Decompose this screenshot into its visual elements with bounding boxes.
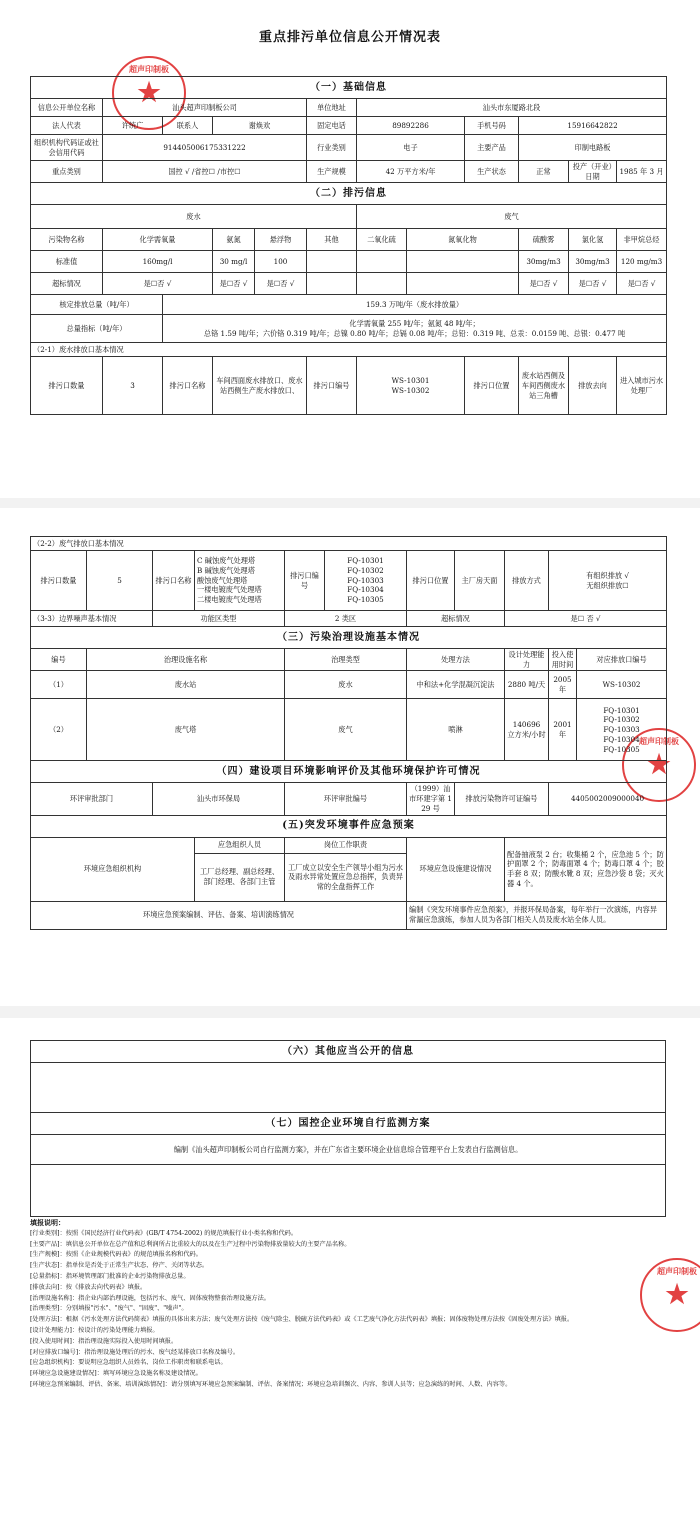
cell: 许统广 <box>103 117 163 135</box>
outlet-code: FQ-10301 <box>347 556 384 566</box>
cell: 1985 年 3 月 <box>617 161 667 183</box>
cell: 89892286 <box>357 117 465 135</box>
cell: WS-10302 <box>577 671 667 699</box>
cell: 5 <box>87 551 153 611</box>
page-3 <box>0 1018 700 1526</box>
note-line: [总量指标]：指环境管理部门批准的企业污染物排放总量。 <box>30 1272 190 1280</box>
cell: （1） <box>31 671 87 699</box>
section-7-title: （七）国控企业环境自行监测方案 <box>31 1113 666 1135</box>
cell: 30mg/m3 <box>519 251 569 273</box>
emission-mode: 无组织排放☐ <box>586 580 629 590</box>
note-line: [治理类型]：分别填报"污水"、"废气"、"固废"、"噪声"。 <box>30 1305 188 1313</box>
cell: 100 <box>255 251 307 273</box>
note-line: [环境应急设施建设情况]：填写环境应急设施名称及建设情况。 <box>30 1370 202 1378</box>
monitoring-plan-text: 编制《汕头超声印制板公司自行监测方案》，并在广东省主要环境企业信息综合管理平台上发表自行监测信息。 <box>31 1135 666 1165</box>
section-3-title: （三）污染治理设施基本情况 <box>31 627 667 649</box>
cell: 主厂房天面 <box>455 551 505 611</box>
cell: 环境应急组织机构 <box>31 837 195 901</box>
cell: （3-3）边界噪声基本情况 <box>31 611 153 627</box>
cell: 行业类别 <box>307 135 357 161</box>
cell: 单位地址 <box>307 99 357 117</box>
cell: 污染物名称 <box>31 229 103 251</box>
cell: 废水站 <box>87 671 285 699</box>
page-title: 重点排污单位信息公开情况表 <box>258 30 441 45</box>
quota-line-1: 化学需氧量 255 吨/年；氨氮 48 吨/年； <box>349 319 480 329</box>
cell: 生产状态 <box>465 161 519 183</box>
cell: 处理方法 <box>407 649 505 671</box>
note-line: [排放去向]：按《排放去向代码表》填报。 <box>30 1283 147 1291</box>
cell: 印制电路板 <box>519 135 667 161</box>
outlet-code: FQ-10304 <box>347 585 384 595</box>
cell: 废水 <box>31 205 357 229</box>
page-1 <box>0 0 700 498</box>
outlet-code: FQ-10301 <box>603 705 640 715</box>
section-1-title: （一）基础信息 <box>31 77 667 99</box>
cell: 废气塔 <box>87 699 285 761</box>
page-gap <box>0 1006 700 1018</box>
outlet-code: FQ-10303 <box>347 575 384 585</box>
capacity-unit: 立方米/小时 <box>507 729 546 739</box>
cell: 重点类别 <box>31 161 103 183</box>
seal-star-icon: ★ <box>665 1280 689 1310</box>
cell: 二氧化硫 <box>357 229 407 251</box>
cell: 固定电话 <box>307 117 357 135</box>
emission-mode: 有组织排放 √ <box>586 570 629 580</box>
section-7-body <box>31 1165 666 1217</box>
cell: 环评审批部门 <box>31 783 153 815</box>
cell: 谢焕欢 <box>213 117 307 135</box>
cell: 排污口数量 <box>31 357 103 415</box>
outlet-code: FQ-10305 <box>347 595 384 605</box>
cell: 工厂成立以安全生产领导小组为污水及雨水异常处置应急总指挥，负责异常的全盘指挥工作 <box>285 853 407 901</box>
outlet-code: WS-10302 <box>391 385 430 395</box>
cell: 排放去向 <box>569 357 617 415</box>
cell: 4405002009000040 <box>549 783 667 815</box>
cell: （1999）汕市环建字第 129 号 <box>407 783 455 815</box>
cell: 氨氮 <box>213 229 255 251</box>
cell <box>407 273 519 295</box>
cell: 排污口位置 <box>465 357 519 415</box>
emission-treatment-table <box>30 536 667 930</box>
cell: 车间西面废水排放口、废水站西侧生产废水排放口、 <box>213 357 307 415</box>
cell: 应急组织人员 <box>195 837 285 853</box>
cell: 正常 <box>519 161 569 183</box>
cell: 手机号码 <box>465 117 519 135</box>
cell: 投产（开业）日期 <box>569 161 617 183</box>
notes-list <box>30 1229 675 1391</box>
official-seal: 超声印制板 ★ <box>622 728 696 802</box>
cell: 15916642822 <box>519 117 667 135</box>
cell: 工厂总经理、副总经理、部门经理、各部门主管 <box>195 853 285 901</box>
cell: 对应排放口编号 <box>577 649 667 671</box>
outlet-code: FQ-10303 <box>603 725 640 735</box>
outlet-name: B 碱蚀废气处理塔 <box>197 565 255 575</box>
cell: 信息公开单位名称 <box>31 99 103 117</box>
note-line: [设计处理能力]：按设计的污染处理能力填报。 <box>30 1326 159 1334</box>
other-info-table <box>30 1040 666 1217</box>
cell: 42 万平方米/年 <box>357 161 465 183</box>
cell: 设计处理能力 <box>505 649 549 671</box>
outlet-code: FQ-10304 <box>603 734 640 744</box>
cell: 其他 <box>307 229 357 251</box>
cell: 环境应急预案编制、评估、备案、培训演练情况 <box>31 901 407 929</box>
note-line: [对应排放口编号]：指治理设施处理后的污水、废气经某排放口名称及编号。 <box>30 1348 240 1356</box>
cell: 主要产品 <box>465 135 519 161</box>
cell: 治理类型 <box>285 649 407 671</box>
section-6-body <box>31 1063 666 1113</box>
cell: 组织机构代码证或社会信用代码 <box>31 135 103 161</box>
section-4-title: （四）建设项目环境影响评价及其他环境保护许可情况 <box>31 761 667 783</box>
cell: 160mg/l <box>103 251 213 273</box>
note-line: [主要产品]：填信息公开单位在总产值和总利润所占比重较大的以及在生产过程中污染物排放量较大的主要产品名称。 <box>30 1240 351 1248</box>
quota-line-2: 总铬 1.59 吨/年；六价铬 0.319 吨/年；总镍 0.80 吨/年；总镉 0.08 吨/年；总铅：0.319 吨、总汞：0.0159 吨、总银：0.477 吨 <box>203 328 626 338</box>
cell: 国控 √ /省控☐ /市控☐ <box>103 161 307 183</box>
note-line: [生产规模]：按照《企业规模代码表》的规范填报名称和代码。 <box>30 1251 202 1259</box>
official-seal: 超声印制板 ★ <box>112 56 186 130</box>
cell: 编制《突发环境事件应急预案》，并报环保局备案，每年举行一次演练，内容异常漏应急演练，参加人员为各部门相关人员及废水站全体人员。 <box>407 901 667 929</box>
cell: 岗位工作职责 <box>285 837 407 853</box>
note-line: [投入使用时间]：指治理设施实际投入使用时间填报。 <box>30 1337 178 1345</box>
outlet-code: FQ-10305 <box>603 744 640 754</box>
cell: 废水 <box>285 671 407 699</box>
cell: 2001 年 <box>549 699 577 761</box>
cell: 排污口编号 <box>285 551 325 611</box>
cell: 排污口位置 <box>407 551 455 611</box>
cell: 治理设施名称 <box>87 649 285 671</box>
outlet-name: 酸蚀废气处理塔 <box>197 575 248 585</box>
cell: 进入城市污水处理厂 <box>617 357 667 415</box>
page-2 <box>0 508 700 1006</box>
cell: 化学需氧量 <box>103 229 213 251</box>
cell: 是☐否 √ <box>255 273 307 295</box>
cell: 排污口名称 <box>163 357 213 415</box>
cell: 电子 <box>357 135 465 161</box>
cell <box>307 251 357 273</box>
cell: 2005 年 <box>549 671 577 699</box>
cell: 2 类区 <box>285 611 407 627</box>
section-5-title: (五)突发环境事件应急预案 <box>31 815 667 837</box>
cell: 配备抽液泵 2 台；收集桶 2 个，应急池 5 个；防护面罩 2 个；防毒面罩 4 个；防毒口罩 4 个；胶手套 8 双；防酸水靴 8 双；应急沙袋 8 袋；灭火器 4 个。 <box>505 837 667 901</box>
cell: 是☐否 √ <box>617 273 667 295</box>
cell: 废水站西侧及车间西侧废水站三角槽 <box>519 357 569 415</box>
note-line: [应急组织机构]：要说明应急组织人员姓名、岗位工作职责和联系电话。 <box>30 1359 227 1367</box>
cell <box>357 273 407 295</box>
cell: 30 mg/l <box>213 251 255 273</box>
cell: 编号 <box>31 649 87 671</box>
cell: 功能区类型 <box>153 611 285 627</box>
seal-star-icon: ★ <box>647 750 671 780</box>
cell: 非甲烷总烃 <box>617 229 667 251</box>
cell: 排污口数量 <box>31 551 87 611</box>
cell: 悬浮物 <box>255 229 307 251</box>
cell: 生产规模 <box>307 161 357 183</box>
cell: 是☐否 √ <box>213 273 255 295</box>
page-gap <box>0 498 700 508</box>
cell: 是☐否 √ <box>519 273 569 295</box>
cell: 2880 吨/天 <box>505 671 549 699</box>
cell: 排放污染物许可证编号 <box>455 783 549 815</box>
cell: 标准值 <box>31 251 103 273</box>
cell: 环境应急设施建设情况 <box>407 837 505 901</box>
cell: 超标情况 <box>407 611 505 627</box>
cell: 120 mg/m3 <box>617 251 667 273</box>
notes-title: 填报说明： <box>30 1218 65 1227</box>
note-line: [环境应急预案编制、评估、备案、培训演练情况]：请分别填写环境应急预案编制、评估、备案情况；环境应急培训频次、内容、参训人员等；应急演练的时间、人数、内容等。 <box>30 1380 512 1388</box>
outlet-code: FQ-10302 <box>603 715 640 725</box>
cell: 法人代表 <box>31 117 103 135</box>
cell: 氯化氢 <box>569 229 617 251</box>
cell: 联系人 <box>163 117 213 135</box>
cell: 159.3 万吨/年（废水排放量） <box>163 295 667 315</box>
cell: 914405006175331222 <box>103 135 307 161</box>
note-line: [治理设施名称]：指企业内部治理设施，包括污水、废气、固体废物整套治理设施方法。 <box>30 1294 270 1302</box>
cell: 核定排放总量（吨/年） <box>31 295 163 315</box>
cell <box>357 251 407 273</box>
cell: 总量指标（吨/年） <box>31 315 163 343</box>
cell: 30mg/m3 <box>569 251 617 273</box>
cell: 喷淋 <box>407 699 505 761</box>
cell: 是☐否 √ <box>569 273 617 295</box>
cell: 环评审批编号 <box>285 783 407 815</box>
filling-instructions <box>30 1218 675 1391</box>
outlet-code: FQ-10302 <box>347 565 384 575</box>
cell: 汕头市环保局 <box>153 783 285 815</box>
cell: 废气 <box>357 205 667 229</box>
cell: 是☐ 否 √ <box>505 611 667 627</box>
cell: 中和法+化学混凝沉淀法 <box>407 671 505 699</box>
basic-pollution-table <box>30 76 667 415</box>
outlet-code: WS-10301 <box>391 376 430 386</box>
cell <box>307 273 357 295</box>
cell: 超标情况 <box>31 273 103 295</box>
cell: 排污口编号 <box>307 357 357 415</box>
outlet-name: 二楼电镀废气处理塔 <box>197 595 262 605</box>
outlet-name: 一楼电镀废气处理塔 <box>197 585 262 595</box>
cell: 汕头市东厦路北段 <box>357 99 667 117</box>
note-line: [生产状态]：指单位是否处于正常生产状态、停产、关闭等状态。 <box>30 1262 209 1270</box>
cell: 3 <box>103 357 163 415</box>
official-seal: 超声印制板 ★ <box>640 1258 700 1332</box>
sub-heading-2-2: （2-2）废气排放口基本情况 <box>31 537 667 551</box>
cell: 排污口名称 <box>153 551 195 611</box>
section-2-title: （二）排污信息 <box>31 183 667 205</box>
cell: 汕头超声印制板公司 <box>103 99 307 117</box>
note-line: [行业类别]：按照《国民经济行业代码表》(GB/T 4754-2002) 的规范填报行业小类名称和代码。 <box>30 1229 298 1237</box>
note-line: [处理方法]：根据《污水处理方法代码简表》填报的具体出来方法；废气处理方法按《废气除尘、脱硫方法代码表》或《工艺废气净化方法代码表》填报；固体废物处理方法按《固废处理方法》填报。 <box>30 1316 574 1324</box>
cell: 氮氧化物 <box>407 229 519 251</box>
cell: （2） <box>31 699 87 761</box>
cell <box>407 251 519 273</box>
cell: 硫酸雾 <box>519 229 569 251</box>
seal-star-icon: ★ <box>137 78 161 108</box>
cell: 是☐否 √ <box>103 273 213 295</box>
outlet-name: C 碱蚀废气处理塔 <box>197 556 256 566</box>
cell: 排放方式 <box>505 551 549 611</box>
cell: 废气 <box>285 699 407 761</box>
sub-heading-2-1: （2-1）废水排放口基本情况 <box>31 343 667 357</box>
capacity-value: 140696 <box>512 720 541 730</box>
section-6-title: （六）其他应当公开的信息 <box>31 1041 666 1063</box>
cell: 投入使用时间 <box>549 649 577 671</box>
